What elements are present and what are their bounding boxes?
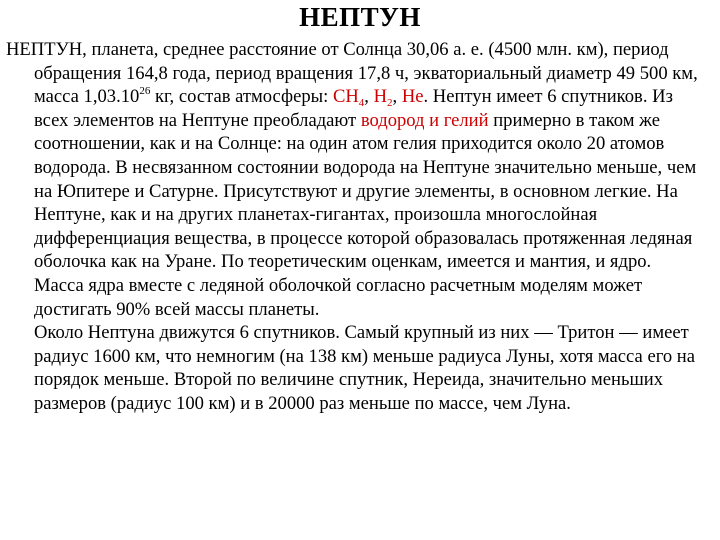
text-intro: НЕПТУН, планета, среднее расстояние от Солнца 30,06 а. е. (4500 млн. км), период обращения 164,8 года, период вращения 17,8 ч, экваториальный диаметр 49 500 км, масса 1,03.10 xyxy=(6,39,698,108)
separator: , xyxy=(392,86,402,108)
formula-helium: He xyxy=(401,86,424,108)
highlight-hydrogen-helium: водород и гелий xyxy=(360,109,489,131)
mass-exponent: 26 xyxy=(139,85,151,98)
slide-title: НЕПТУН xyxy=(299,2,421,32)
slide-body xyxy=(6,38,702,416)
formula-methane xyxy=(332,86,365,110)
text-satellites: . Нептун имеет 6 спутников. Из всех элементов на Нептуне преобладают xyxy=(34,86,673,131)
text-composition: примерно в таком же соотношении, как и на Солнце: на один атом гелия приходится около 20 атомов водорода. В несвязанном состоянии водорода на Нептуне значительно меньше, чем на Юпитере и Сатурне. Присутствуют и другие элементы, в основном легкие. На Нептуне, как и на других планетах-гигантах, произошла многослойная дифференциация вещества, в процессе которой образовалась протяженная ледяная оболочка как на Уране. По теоретическим оценкам, имеется и мантия, и ядро. Масса ядра вместе с ледяной оболочкой согласно расчетным моделям может достигать 90% всей массы планеты. xyxy=(34,109,697,320)
paragraph-description xyxy=(6,38,702,321)
formula-ch: CH xyxy=(332,86,359,108)
separator: , xyxy=(364,86,374,108)
paragraph-satellites: Около Нептуна движутся 6 спутников. Самый крупный из них — Тритон — имеет радиус 1600 км, что немногим (на 138 км) меньше радиуса Луны, хотя масса его на порядок меньше. Второй по величине спутник, Нереида, значительно меньших размеров (радиус 100 км) и в 20000 раз меньше по массе, чем Луна. xyxy=(34,322,696,414)
text-atmosphere-lead: кг, состав атмосферы: xyxy=(150,86,333,108)
formula-hydrogen xyxy=(373,86,393,110)
formula-ch-subscript: 4 xyxy=(358,97,365,110)
formula-h-subscript: 2 xyxy=(387,97,393,110)
formula-h: H xyxy=(373,86,388,108)
